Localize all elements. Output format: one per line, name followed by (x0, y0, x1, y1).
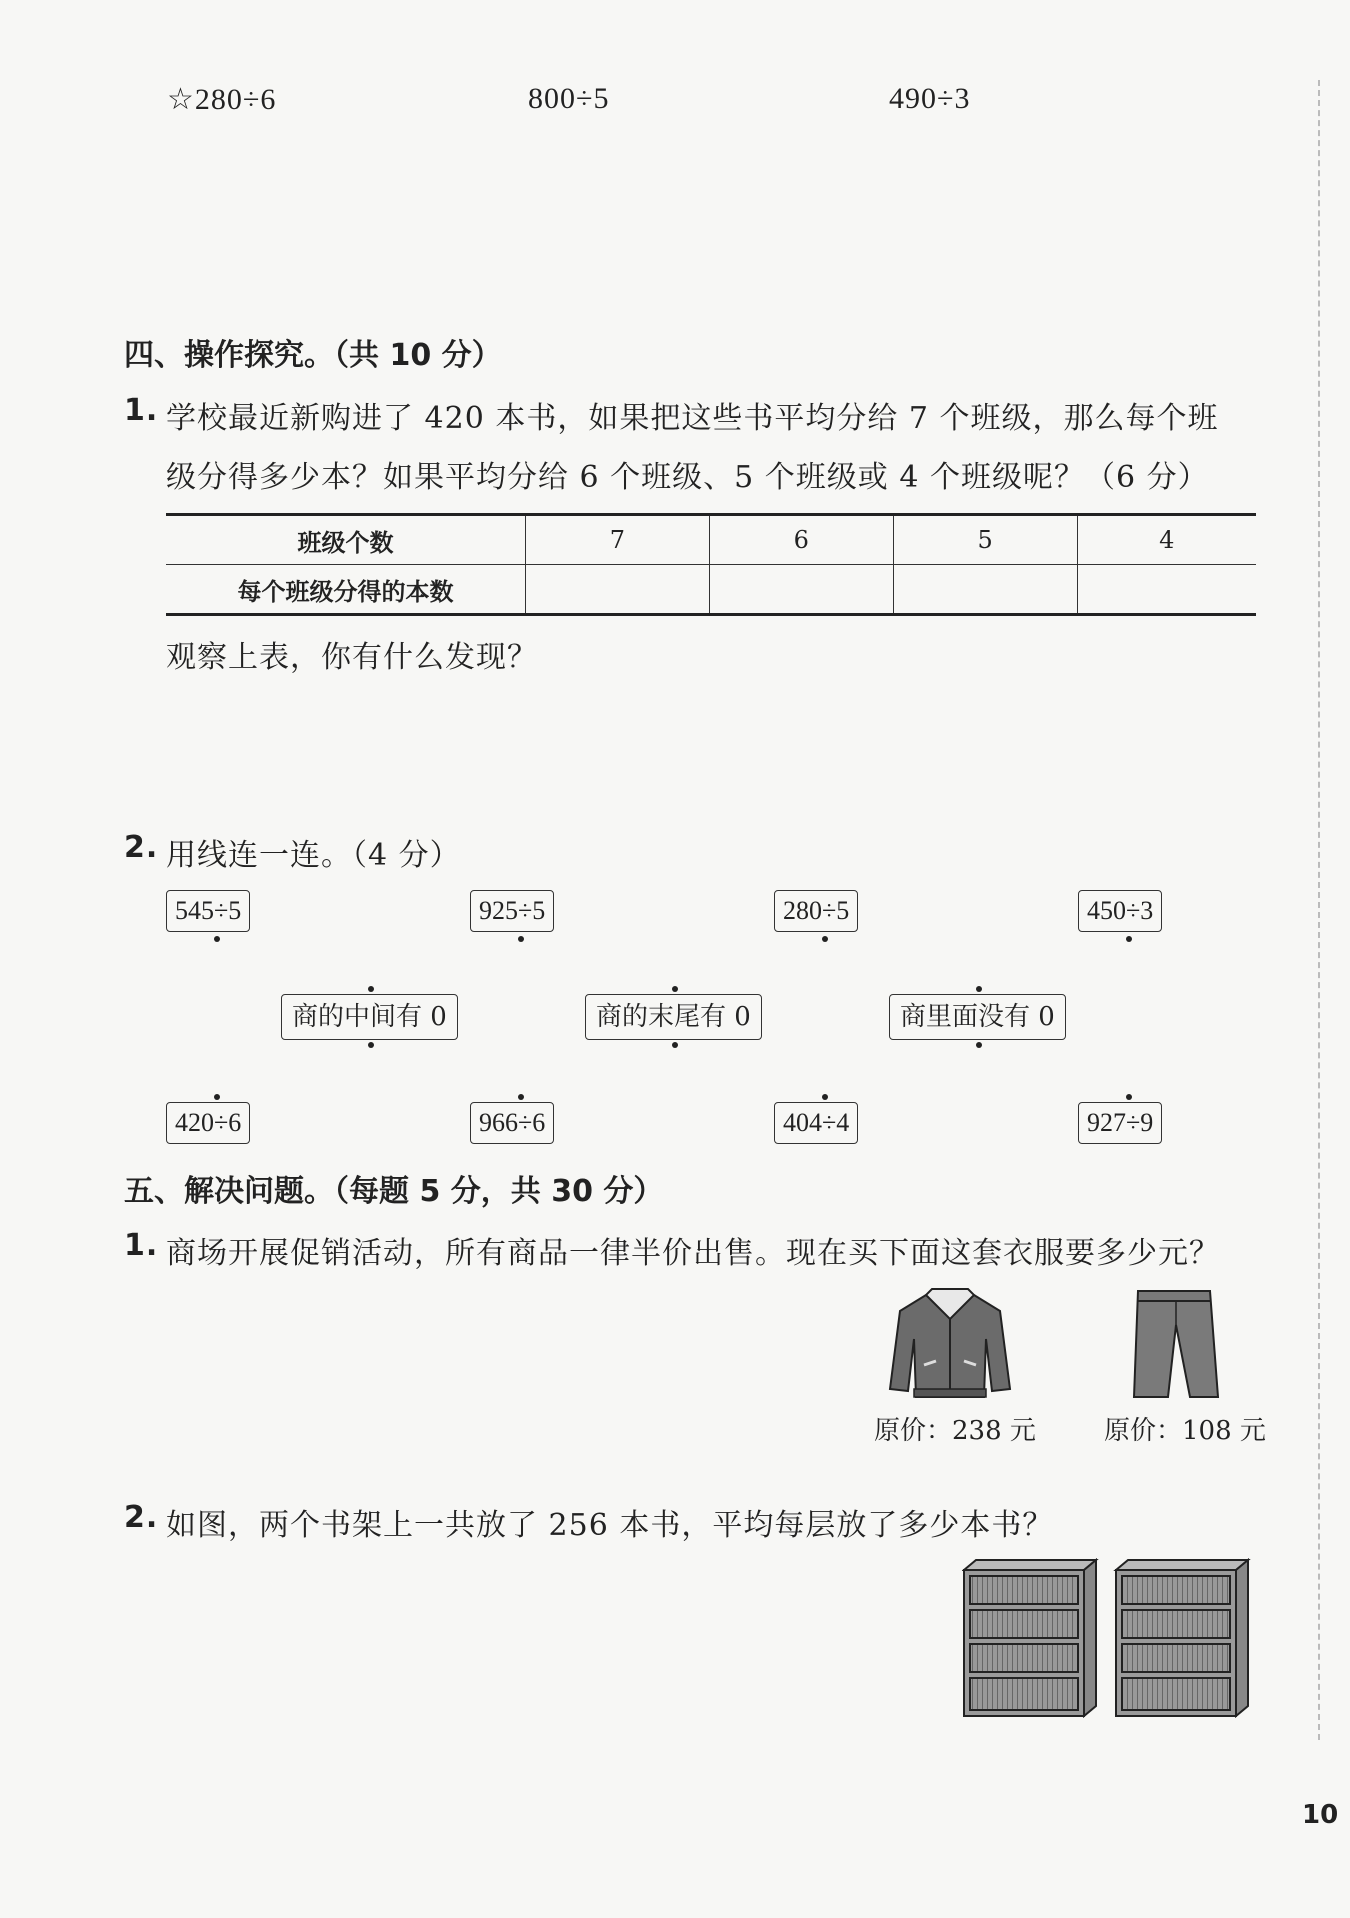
jacket-image (888, 1285, 1012, 1401)
match-dot[interactable] (822, 936, 828, 942)
match-mid-box-3[interactable]: 商里面没有 0 (889, 994, 1066, 1040)
match-mid-box-1[interactable]: 商的中间有 0 (281, 994, 458, 1040)
match-dot[interactable] (672, 1042, 678, 1048)
match-top-box-3[interactable]: 280÷5 (774, 890, 858, 932)
section5-q1-number: 1. (124, 1228, 159, 1263)
table-answer-cell[interactable] (893, 565, 1077, 615)
section4-heading: 四、操作探究。（共 10 分） (124, 338, 502, 373)
table-answer-cell[interactable] (1077, 565, 1256, 615)
match-dot[interactable] (214, 1094, 220, 1100)
match-bottom-box-1[interactable]: 420÷6 (166, 1102, 250, 1144)
observe-question: 观察上表，你有什么发现？ (166, 640, 538, 675)
pants-price: 原价：108 元 (1104, 1416, 1266, 1446)
match-top-box-2[interactable]: 925÷5 (470, 890, 554, 932)
match-dot[interactable] (518, 1094, 524, 1100)
match-bottom-box-4[interactable]: 927÷9 (1078, 1102, 1162, 1144)
top-expression-2: 800÷5 (528, 82, 610, 115)
section5-q1-text: 商场开展促销活动，所有商品一律半价出售。现在买下面这套衣服要多少元？ (166, 1236, 1220, 1271)
table-header-label: 班级个数 (166, 515, 526, 565)
table-header-cell: 7 (526, 515, 710, 565)
table-answer-cell[interactable] (709, 565, 893, 615)
table-answer-cell[interactable] (526, 565, 710, 615)
section5-q2-text: 如图，两个书架上一共放了 256 本书，平均每层放了多少本书？ (166, 1508, 1054, 1543)
bookshelves-image (962, 1558, 1252, 1718)
table-row-class-count (166, 515, 1256, 565)
section5-q2-number: 2. (124, 1500, 159, 1535)
section4-q2-number: 2. (124, 830, 159, 865)
section4-q2-text: 用线连一连。（4 分） (166, 838, 461, 873)
section4-q1-line1: 学校最近新购进了 420 本书，如果把这些书平均分给 7 个班级，那么每个班 (166, 401, 1219, 436)
match-dot[interactable] (1126, 1094, 1132, 1100)
match-dot[interactable] (976, 1042, 982, 1048)
section5-heading: 五、解决问题。（每题 5 分，共 30 分） (124, 1174, 664, 1209)
match-dot[interactable] (1126, 936, 1132, 942)
page-number: 10 (1302, 1800, 1339, 1830)
match-bottom-box-2[interactable]: 966÷6 (470, 1102, 554, 1144)
table-row-books-per-class (166, 565, 1256, 615)
match-dot[interactable] (368, 986, 374, 992)
match-mid-box-2[interactable]: 商的末尾有 0 (585, 994, 762, 1040)
jacket-price: 原价：238 元 (874, 1416, 1036, 1446)
match-dot[interactable] (976, 986, 982, 992)
bookshelf-left (964, 1560, 1096, 1716)
match-top-box-4[interactable]: 450÷3 (1078, 890, 1162, 932)
match-top-box-1[interactable]: 545÷5 (166, 890, 250, 932)
table-row-label: 每个班级分得的本数 (166, 565, 526, 615)
table-header-cell: 6 (709, 515, 893, 565)
margin-dashed-rule (1318, 80, 1320, 1740)
match-bottom-box-3[interactable]: 404÷4 (774, 1102, 858, 1144)
match-dot[interactable] (368, 1042, 374, 1048)
section4-q1-line2: 级分得多少本？如果平均分给 6 个班级、5 个班级或 4 个班级呢？（6 分） (166, 460, 1209, 495)
match-dot[interactable] (214, 936, 220, 942)
bookshelf-right (1116, 1560, 1248, 1716)
match-dot[interactable] (518, 936, 524, 942)
match-dot[interactable] (822, 1094, 828, 1100)
pants-image (1128, 1285, 1220, 1401)
table-header-cell: 4 (1077, 515, 1256, 565)
top-expression-3: 490÷3 (889, 82, 971, 115)
class-book-table (166, 513, 1256, 616)
match-dot[interactable] (672, 986, 678, 992)
section4-q1-number: 1. (124, 393, 159, 428)
table-header-cell: 5 (893, 515, 1077, 565)
top-expression-1: ☆280÷6 (167, 83, 277, 116)
